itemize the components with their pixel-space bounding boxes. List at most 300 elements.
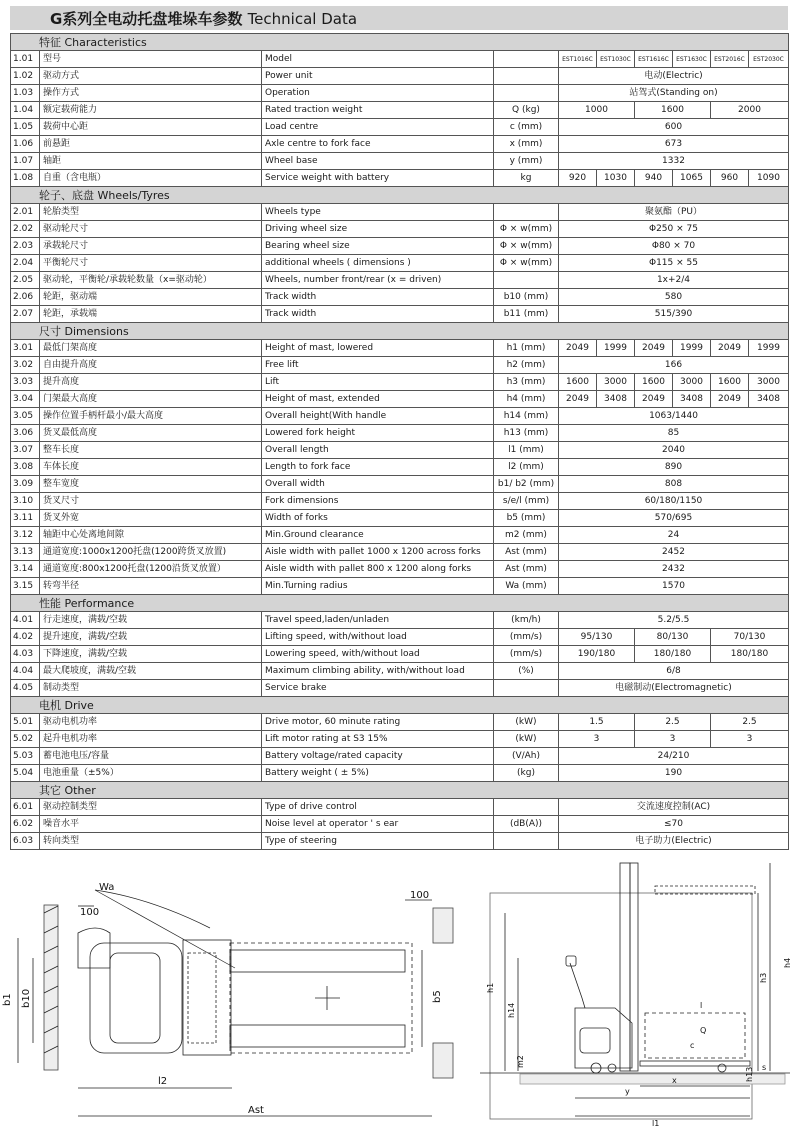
- row-value: 3: [711, 731, 789, 748]
- row-value: 1600: [559, 374, 597, 391]
- spec-row: [11, 612, 789, 629]
- row-value: 1000: [559, 102, 635, 119]
- page-title: G系列全电动托盘堆垛车参数 Technical Data: [50, 10, 358, 28]
- label-c: c: [690, 1041, 695, 1050]
- side-view-drawing: [480, 863, 790, 1119]
- row-label-cn: 轮距，驱动端: [40, 289, 262, 306]
- drawings: [0, 858, 800, 1129]
- row-code: 3.15: [11, 578, 40, 595]
- row-label-en: Travel speed,laden/unladen: [262, 612, 494, 629]
- spec-row: [11, 119, 789, 136]
- row-label-cn: 提升速度，满载/空载: [40, 629, 262, 646]
- row-code: 2.01: [11, 204, 40, 221]
- row-label-cn: 门架最大高度: [40, 391, 262, 408]
- row-label-en: Model: [262, 51, 494, 68]
- row-label-cn: 自重（含电瓶）: [40, 170, 262, 187]
- row-unit: b10 (mm): [494, 289, 559, 306]
- row-label-en: Height of mast, lowered: [262, 340, 494, 357]
- row-code: 3.09: [11, 476, 40, 493]
- row-code: 3.03: [11, 374, 40, 391]
- section-title: 电机 Drive: [11, 697, 789, 714]
- row-value: 2049: [711, 340, 749, 357]
- row-value: 6/8: [559, 663, 789, 680]
- row-label-cn: 提升高度: [40, 374, 262, 391]
- spec-row: [11, 391, 789, 408]
- spec-row: [11, 527, 789, 544]
- row-label-en: Lowering speed, with/without load: [262, 646, 494, 663]
- row-label-cn: 整车宽度: [40, 476, 262, 493]
- row-unit: [494, 833, 559, 850]
- row-code: 3.12: [11, 527, 40, 544]
- label-b1: b1: [2, 993, 13, 1006]
- row-label-en: Free lift: [262, 357, 494, 374]
- row-code: 3.14: [11, 561, 40, 578]
- row-code: 2.02: [11, 221, 40, 238]
- row-label-cn: 货叉外宽: [40, 510, 262, 527]
- row-label-en: Fork dimensions: [262, 493, 494, 510]
- row-value: 电动(Electric): [559, 68, 789, 85]
- row-label-cn: 驱动轮，平衡轮/承载轮数量（x=驱动轮）: [40, 272, 262, 289]
- row-unit: (kW): [494, 714, 559, 731]
- row-label-en: Length to fork face: [262, 459, 494, 476]
- row-label-en: Load centre: [262, 119, 494, 136]
- row-unit: (mm/s): [494, 646, 559, 663]
- row-value: 1999: [749, 340, 789, 357]
- label-b10: b10: [21, 988, 32, 1008]
- row-label-cn: 噪音水平: [40, 816, 262, 833]
- row-unit: Ast (mm): [494, 561, 559, 578]
- row-value: 808: [559, 476, 789, 493]
- row-label-en: Axle centre to fork face: [262, 136, 494, 153]
- spec-row: [11, 629, 789, 646]
- row-label-cn: 起升电机功率: [40, 731, 262, 748]
- row-label-cn: 整车长度: [40, 442, 262, 459]
- row-value: 1x+2/4: [559, 272, 789, 289]
- label-100-right: 100: [410, 890, 430, 901]
- row-unit: (kg): [494, 765, 559, 782]
- section-header: [11, 595, 789, 612]
- row-value: 聚氨酯（PU）: [559, 204, 789, 221]
- row-value: 3408: [597, 391, 635, 408]
- row-unit: l1 (mm): [494, 442, 559, 459]
- row-value: 60/180/1150: [559, 493, 789, 510]
- label-ast: Ast: [248, 1105, 264, 1116]
- row-unit: Wa (mm): [494, 578, 559, 595]
- spec-row: [11, 289, 789, 306]
- spec-row: [11, 170, 789, 187]
- row-label-cn: 通道宽度:1000x1200托盘(1200跨货叉放置): [40, 544, 262, 561]
- row-label-en: Noise level at operator ' s ear: [262, 816, 494, 833]
- row-unit: h13 (mm): [494, 425, 559, 442]
- row-value: EST1016C: [559, 51, 597, 68]
- label-l1: l1: [652, 1119, 660, 1128]
- spec-row: [11, 374, 789, 391]
- section-title: 性能 Performance: [11, 595, 789, 612]
- spec-table: [10, 33, 789, 850]
- row-unit: m2 (mm): [494, 527, 559, 544]
- row-unit: Φ × w(mm): [494, 221, 559, 238]
- spec-row: [11, 51, 789, 68]
- row-code: 3.07: [11, 442, 40, 459]
- row-unit: y (mm): [494, 153, 559, 170]
- section-title: 轮子、底盘 Wheels/Tyres: [11, 187, 789, 204]
- row-value: 2049: [559, 391, 597, 408]
- row-unit: (kW): [494, 731, 559, 748]
- label-q: Q: [700, 1026, 707, 1035]
- row-label-cn: 蓄电池电压/容量: [40, 748, 262, 765]
- row-value: 5.2/5.5: [559, 612, 789, 629]
- row-value: 960: [711, 170, 749, 187]
- row-value: 673: [559, 136, 789, 153]
- row-value: 2049: [635, 340, 673, 357]
- spec-row: [11, 663, 789, 680]
- row-unit: (mm/s): [494, 629, 559, 646]
- row-unit: x (mm): [494, 136, 559, 153]
- row-code: 3.06: [11, 425, 40, 442]
- row-value: 3: [559, 731, 635, 748]
- row-code: 1.05: [11, 119, 40, 136]
- row-unit: b11 (mm): [494, 306, 559, 323]
- spec-row: [11, 204, 789, 221]
- spec-row: [11, 476, 789, 493]
- row-label-en: Power unit: [262, 68, 494, 85]
- row-code: 3.11: [11, 510, 40, 527]
- row-label-en: Track width: [262, 306, 494, 323]
- row-label-cn: 转弯半径: [40, 578, 262, 595]
- row-unit: Φ × w(mm): [494, 255, 559, 272]
- row-unit: [494, 272, 559, 289]
- spec-row: [11, 238, 789, 255]
- spec-row: [11, 136, 789, 153]
- row-unit: h4 (mm): [494, 391, 559, 408]
- row-label-en: Overall width: [262, 476, 494, 493]
- row-code: 3.10: [11, 493, 40, 510]
- row-value: EST1616C: [635, 51, 673, 68]
- row-code: 6.01: [11, 799, 40, 816]
- spec-row: [11, 221, 789, 238]
- spec-row: [11, 561, 789, 578]
- spec-row: [11, 272, 789, 289]
- row-value: EST1030C: [597, 51, 635, 68]
- row-label-en: Width of forks: [262, 510, 494, 527]
- row-value: 166: [559, 357, 789, 374]
- row-value: 180/180: [635, 646, 711, 663]
- row-value: 70/130: [711, 629, 789, 646]
- label-h4: h4: [783, 957, 792, 968]
- spec-row: [11, 765, 789, 782]
- top-view-drawing: [18, 890, 453, 1116]
- row-label-cn: 制动类型: [40, 680, 262, 697]
- row-value: 3408: [673, 391, 711, 408]
- row-label-cn: 驱动控制类型: [40, 799, 262, 816]
- spec-row: [11, 408, 789, 425]
- spec-row: [11, 340, 789, 357]
- row-value: 190/180: [559, 646, 635, 663]
- row-code: 1.06: [11, 136, 40, 153]
- label-y: y: [625, 1087, 630, 1096]
- row-label-en: Service brake: [262, 680, 494, 697]
- row-code: 4.04: [11, 663, 40, 680]
- row-code: 4.01: [11, 612, 40, 629]
- row-value: Φ115 × 55: [559, 255, 789, 272]
- row-label-cn: 轴距: [40, 153, 262, 170]
- row-value: EST2030C: [749, 51, 789, 68]
- row-label-cn: 行走速度，满载/空载: [40, 612, 262, 629]
- spec-row: [11, 833, 789, 850]
- row-value: 交流速度控制(AC): [559, 799, 789, 816]
- spec-row: [11, 714, 789, 731]
- row-value: 570/695: [559, 510, 789, 527]
- row-value: 95/130: [559, 629, 635, 646]
- section-title: 特征 Characteristics: [11, 34, 789, 51]
- row-value: 190: [559, 765, 789, 782]
- row-label-en: Drive motor, 60 minute rating: [262, 714, 494, 731]
- row-unit: kg: [494, 170, 559, 187]
- section-header: [11, 187, 789, 204]
- row-code: 6.02: [11, 816, 40, 833]
- row-value: 1600: [711, 374, 749, 391]
- row-label-en: Service weight with battery: [262, 170, 494, 187]
- row-unit: c (mm): [494, 119, 559, 136]
- spec-row: [11, 493, 789, 510]
- row-unit: h1 (mm): [494, 340, 559, 357]
- row-code: 4.02: [11, 629, 40, 646]
- row-value: 3408: [749, 391, 789, 408]
- row-code: 5.04: [11, 765, 40, 782]
- row-label-en: Type of steering: [262, 833, 494, 850]
- row-value: 1.5: [559, 714, 635, 731]
- row-value: 站驾式(Standing on): [559, 85, 789, 102]
- row-value: 2049: [559, 340, 597, 357]
- row-label-en: Battery voltage/rated capacity: [262, 748, 494, 765]
- row-label-cn: 平衡轮尺寸: [40, 255, 262, 272]
- row-label-cn: 货叉最低高度: [40, 425, 262, 442]
- row-code: 3.04: [11, 391, 40, 408]
- row-label-en: Bearing wheel size: [262, 238, 494, 255]
- row-code: 2.05: [11, 272, 40, 289]
- row-code: 3.08: [11, 459, 40, 476]
- row-label-cn: 驱动方式: [40, 68, 262, 85]
- row-unit: (%): [494, 663, 559, 680]
- row-value: 2049: [711, 391, 749, 408]
- spec-row: [11, 731, 789, 748]
- row-unit: l2 (mm): [494, 459, 559, 476]
- spec-row: [11, 442, 789, 459]
- section-header: [11, 782, 789, 799]
- row-value: Φ80 × 70: [559, 238, 789, 255]
- row-value: 85: [559, 425, 789, 442]
- row-label-cn: 操作方式: [40, 85, 262, 102]
- row-value: 电磁制动(Electromagnetic): [559, 680, 789, 697]
- row-code: 3.01: [11, 340, 40, 357]
- row-label-en: Operation: [262, 85, 494, 102]
- row-unit: (V/Ah): [494, 748, 559, 765]
- row-label-en: Wheels, number front/rear (x = driven): [262, 272, 494, 289]
- label-h14: h14: [507, 1002, 516, 1018]
- row-value: 180/180: [711, 646, 789, 663]
- row-label-cn: 操作位置手柄杆最小/最大高度: [40, 408, 262, 425]
- row-label-cn: 额定载荷能力: [40, 102, 262, 119]
- row-value: 24/210: [559, 748, 789, 765]
- row-code: 1.07: [11, 153, 40, 170]
- spec-row: [11, 680, 789, 697]
- row-code: 1.02: [11, 68, 40, 85]
- row-value: 1090: [749, 170, 789, 187]
- row-code: 2.06: [11, 289, 40, 306]
- row-value: 1332: [559, 153, 789, 170]
- row-label-en: Overall length: [262, 442, 494, 459]
- row-unit: Ast (mm): [494, 544, 559, 561]
- row-label-en: Lifting speed, with/without load: [262, 629, 494, 646]
- row-value: 580: [559, 289, 789, 306]
- section-header: [11, 697, 789, 714]
- row-value: 2.5: [711, 714, 789, 731]
- row-code: 3.13: [11, 544, 40, 561]
- spec-row: [11, 153, 789, 170]
- row-value: 2.5: [635, 714, 711, 731]
- row-label-en: Maximum climbing ability, with/without load: [262, 663, 494, 680]
- row-value: 1570: [559, 578, 789, 595]
- row-label-cn: 最大爬坡度，满载/空载: [40, 663, 262, 680]
- row-value: 2040: [559, 442, 789, 459]
- spec-row: [11, 255, 789, 272]
- row-unit: s/e/l (mm): [494, 493, 559, 510]
- row-value: 3000: [597, 374, 635, 391]
- row-label-cn: 轮距，承载端: [40, 306, 262, 323]
- row-unit: b1/ b2 (mm): [494, 476, 559, 493]
- row-value: 600: [559, 119, 789, 136]
- label-l2: l2: [158, 1076, 168, 1087]
- row-unit: [494, 68, 559, 85]
- row-unit: h14 (mm): [494, 408, 559, 425]
- row-value: 920: [559, 170, 597, 187]
- row-value: 3000: [749, 374, 789, 391]
- label-b5: b5: [432, 990, 443, 1003]
- row-label-cn: 驱动轮尺寸: [40, 221, 262, 238]
- spec-row: [11, 425, 789, 442]
- row-value: EST2016C: [711, 51, 749, 68]
- row-label-en: Min.Turning radius: [262, 578, 494, 595]
- row-label-en: additional wheels ( dimensions ): [262, 255, 494, 272]
- row-value: 80/130: [635, 629, 711, 646]
- row-code: 5.01: [11, 714, 40, 731]
- row-code: 1.08: [11, 170, 40, 187]
- row-code: 4.03: [11, 646, 40, 663]
- row-value: ≤70: [559, 816, 789, 833]
- row-value: 3000: [673, 374, 711, 391]
- spec-row: [11, 748, 789, 765]
- row-code: 3.05: [11, 408, 40, 425]
- label-h13: h13: [745, 1066, 754, 1082]
- row-value: 515/390: [559, 306, 789, 323]
- label-h3: h3: [759, 972, 768, 983]
- row-label-cn: 转向类型: [40, 833, 262, 850]
- row-unit: h3 (mm): [494, 374, 559, 391]
- spec-row: [11, 68, 789, 85]
- row-value: 2452: [559, 544, 789, 561]
- row-value: 电子助力(Electric): [559, 833, 789, 850]
- row-unit: (dB(A)): [494, 816, 559, 833]
- row-label-cn: 轴距中心处离地间隙: [40, 527, 262, 544]
- row-code: 2.04: [11, 255, 40, 272]
- row-label-cn: 轮胎类型: [40, 204, 262, 221]
- row-unit: [494, 51, 559, 68]
- row-value: 1030: [597, 170, 635, 187]
- section-header: [11, 323, 789, 340]
- label-m2: m2: [516, 1055, 525, 1068]
- row-value: 24: [559, 527, 789, 544]
- row-label-cn: 承载轮尺寸: [40, 238, 262, 255]
- row-label-cn: 车体长度: [40, 459, 262, 476]
- label-100-left: 100: [80, 907, 100, 918]
- row-label-en: Wheel base: [262, 153, 494, 170]
- row-value: 2432: [559, 561, 789, 578]
- row-label-en: Rated traction weight: [262, 102, 494, 119]
- row-code: 3.02: [11, 357, 40, 374]
- section-title: 尺寸 Dimensions: [11, 323, 789, 340]
- row-label-cn: 电池重量（±5%）: [40, 765, 262, 782]
- row-code: 2.03: [11, 238, 40, 255]
- row-label-cn: 载荷中心距: [40, 119, 262, 136]
- row-label-en: Aisle width with pallet 1000 x 1200 across forks: [262, 544, 494, 561]
- spec-row: [11, 102, 789, 119]
- row-label-en: Overall height(With handle: [262, 408, 494, 425]
- row-value: 1600: [635, 102, 711, 119]
- row-code: 4.05: [11, 680, 40, 697]
- row-label-cn: 型号: [40, 51, 262, 68]
- spec-row: [11, 510, 789, 527]
- label-h1: h1: [486, 982, 495, 993]
- spec-row: [11, 357, 789, 374]
- row-label-cn: 驱动电机功率: [40, 714, 262, 731]
- row-label-en: Min.Ground clearance: [262, 527, 494, 544]
- row-label-cn: 通道宽度:800x1200托盘(1200沿货叉放置）: [40, 561, 262, 578]
- spec-row: [11, 816, 789, 833]
- row-label-en: Wheels type: [262, 204, 494, 221]
- row-label-cn: 最低门架高度: [40, 340, 262, 357]
- row-value: 890: [559, 459, 789, 476]
- spec-row: [11, 578, 789, 595]
- row-value: 1065: [673, 170, 711, 187]
- spec-row: [11, 544, 789, 561]
- label-x: x: [672, 1076, 677, 1085]
- row-value: 2049: [635, 391, 673, 408]
- title-bar: [10, 6, 788, 30]
- row-code: 1.04: [11, 102, 40, 119]
- label-s: s: [762, 1063, 767, 1072]
- row-unit: Φ × w(mm): [494, 238, 559, 255]
- row-label-en: Driving wheel size: [262, 221, 494, 238]
- row-value: 940: [635, 170, 673, 187]
- side-view-labels: [486, 958, 792, 1128]
- section-title: 其它 Other: [11, 782, 789, 799]
- row-value: Φ250 × 75: [559, 221, 789, 238]
- row-unit: b5 (mm): [494, 510, 559, 527]
- row-label-en: Battery weight ( ± 5%): [262, 765, 494, 782]
- row-unit: Q (kg): [494, 102, 559, 119]
- row-label-cn: 下降速度，满载/空载: [40, 646, 262, 663]
- row-label-cn: 前悬距: [40, 136, 262, 153]
- row-unit: [494, 680, 559, 697]
- row-unit: h2 (mm): [494, 357, 559, 374]
- row-value: 1063/1440: [559, 408, 789, 425]
- row-value: 3: [635, 731, 711, 748]
- row-label-en: Type of drive control: [262, 799, 494, 816]
- row-code: 1.01: [11, 51, 40, 68]
- row-unit: [494, 85, 559, 102]
- row-value: 1999: [673, 340, 711, 357]
- row-label-en: Lift: [262, 374, 494, 391]
